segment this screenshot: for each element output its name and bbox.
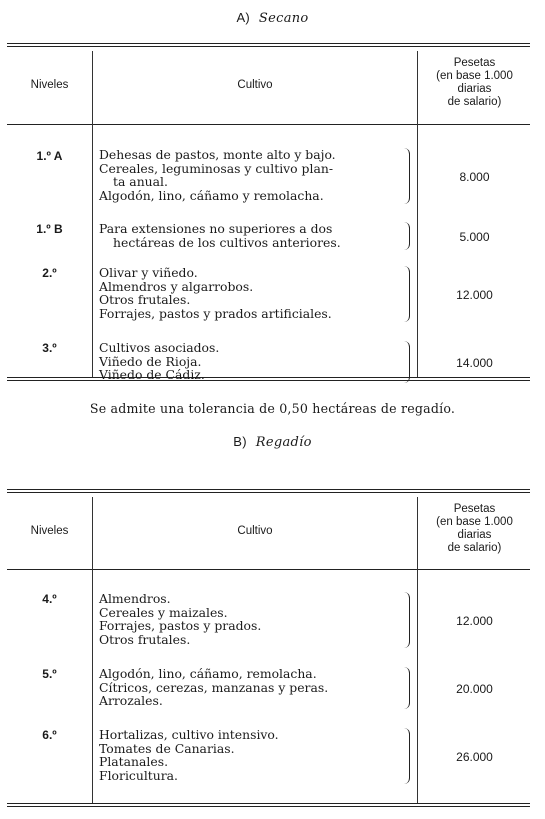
crop-item: Cereales y maizales. (99, 604, 228, 620)
crop-item: Almendros. (99, 591, 171, 606)
amount-value: 26.000 (456, 750, 493, 764)
brace (403, 728, 410, 784)
crop-item: Algodón, lino, cáñamo, remolacha. (99, 666, 317, 681)
brace (403, 266, 410, 322)
column-divider (92, 51, 93, 377)
crop-item: Otros frutales. (99, 292, 191, 308)
column-divider (417, 497, 418, 803)
table-regadio (7, 489, 530, 813)
column-divider (92, 497, 93, 803)
header-niveles: Niveles (30, 79, 69, 91)
header-pesetas: Pesetas (en base 1.000 diarias de salario) (436, 57, 513, 108)
brace (403, 341, 410, 383)
crop-item: Algodón, lino, cáñamo y remolacha. (99, 187, 324, 203)
amount-value: 14.000 (456, 356, 493, 370)
amount-value: 5.000 (459, 230, 490, 244)
crop-item: Cítricos, cerezas, manzanas y peras. (99, 679, 329, 695)
crop-item: Arrozales. (99, 693, 163, 709)
level-label: 1.º B (36, 222, 63, 236)
crop-list (99, 592, 417, 646)
crop-list (99, 341, 417, 382)
top-rule (7, 43, 530, 47)
level-label: 2.º (42, 266, 57, 280)
level-label: 3.º (42, 341, 57, 355)
level-label: 1.º A (36, 149, 63, 163)
section-letter: B) (233, 434, 247, 449)
crop-item: Viñedo de Rioja. (99, 353, 202, 369)
amount-value: 20.000 (456, 682, 493, 696)
header-pesetas: Pesetas (en base 1.000 diarias de salario) (436, 503, 513, 554)
column-divider (417, 51, 418, 377)
crop-item: Cultivos asociados. (99, 340, 220, 355)
crop-item: Hortalizas, cultivo intensivo. (99, 727, 279, 742)
level-label: 5.º (42, 667, 57, 681)
header-niveles: Niveles (30, 525, 69, 537)
brace (403, 592, 410, 648)
section-name: Regadío (255, 435, 312, 450)
section-name: Secano (258, 11, 309, 26)
brace (403, 222, 410, 250)
crop-item: Forrajes, pastos y prados artificiales. (99, 305, 332, 321)
crop-list (99, 667, 417, 708)
amount-value: 8.000 (459, 170, 490, 184)
section-letter: A) (236, 10, 251, 25)
level-label: 6.º (42, 728, 57, 742)
crop-item: Tomates de Canarias. (99, 740, 235, 756)
header-rule (7, 569, 530, 570)
crop-list (99, 728, 417, 782)
header-rule (7, 124, 530, 125)
crop-item: Dehesas de pastos, monte alto y bajo. (99, 147, 336, 162)
amount-value: 12.000 (456, 614, 493, 628)
top-rule (7, 489, 530, 493)
crop-item: Platanales. (99, 754, 169, 770)
section-title-regadio (0, 434, 545, 450)
table-secano (7, 43, 530, 385)
crop-list (99, 222, 417, 249)
crop-item: ta anual. (113, 174, 168, 190)
brace (403, 148, 410, 204)
crop-item: Almendros y algarrobos. (99, 278, 254, 294)
header-cultivo: Cultivo (237, 79, 273, 91)
crop-item: Olivar y viñedo. (99, 265, 198, 280)
tolerance-note: Se admite una tolerancia de 0,50 hectáreas de regadío. (89, 401, 456, 416)
header-cultivo: Cultivo (237, 525, 273, 537)
crop-item: Cereales, leguminosas y cultivo plan- (99, 160, 334, 176)
crop-list (99, 148, 417, 202)
crop-list (99, 266, 417, 320)
crop-item: Otros frutales. (99, 631, 191, 647)
brace (403, 667, 410, 709)
bottom-rule (7, 803, 530, 807)
crop-item: Viñedo de Cádiz. (99, 367, 205, 383)
amount-value: 12.000 (456, 288, 493, 302)
crop-item: hectáreas de los cultivos anteriores. (113, 234, 341, 250)
section-title-secano (0, 10, 545, 26)
crop-item: Para extensiones no superiores a dos (99, 221, 333, 236)
level-label: 4.º (42, 592, 57, 606)
crop-item: Floricultura. (99, 767, 178, 783)
crop-item: Forrajes, pastos y prados. (99, 618, 262, 634)
